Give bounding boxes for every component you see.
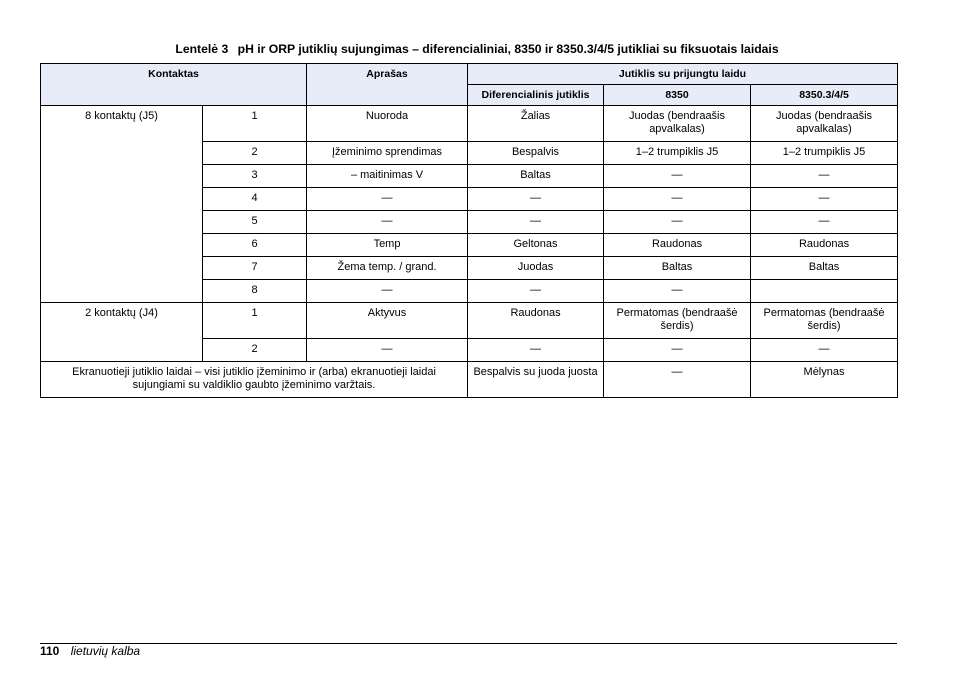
pin-cell: 1 xyxy=(203,303,307,339)
desc-cell: — xyxy=(307,211,468,234)
group-label: 2 kontaktų (J4) xyxy=(41,303,203,362)
desc-cell: Nuoroda xyxy=(307,106,468,142)
c8350-cell: — xyxy=(604,280,751,303)
desc-cell: – maitinimas V xyxy=(307,165,468,188)
desc-cell: — xyxy=(307,339,468,362)
c8350-cell: Permatomas (bendraašė šerdis) xyxy=(604,303,751,339)
table-title: pH ir ORP jutiklių sujungimas – diferencialiniai, 8350 ir 8350.3/4/5 jutikliai su fiksuotais laidais xyxy=(237,42,779,56)
c8350-cell: Baltas xyxy=(604,257,751,280)
page-footer xyxy=(40,644,140,658)
pin-cell: 8 xyxy=(203,280,307,303)
desc-cell: — xyxy=(307,280,468,303)
c83503-cell: Baltas xyxy=(751,257,898,280)
c83503-cell: — xyxy=(751,165,898,188)
table-row xyxy=(41,106,898,142)
c8350-cell: — xyxy=(604,165,751,188)
table-row xyxy=(41,303,898,339)
c83503-cell: Permatomas (bendraašė šerdis) xyxy=(751,303,898,339)
c8350-cell: Juodas (bendraašis apvalkalas) xyxy=(604,106,751,142)
desc-cell: Aktyvus xyxy=(307,303,468,339)
dif-cell: — xyxy=(468,211,604,234)
desc-cell: Temp xyxy=(307,234,468,257)
dif-cell: — xyxy=(468,339,604,362)
dif-cell: Juodas xyxy=(468,257,604,280)
desc-cell: — xyxy=(307,188,468,211)
dif-cell: Bespalvis su juoda juosta xyxy=(468,362,604,398)
footer-divider xyxy=(40,643,897,644)
desc-cell: Įžeminimo sprendimas xyxy=(307,142,468,165)
pin-cell: 7 xyxy=(203,257,307,280)
header-kontaktas: Kontaktas xyxy=(41,64,307,106)
header-aprasas: Aprašas xyxy=(307,64,468,106)
c83503-cell: Mėlynas xyxy=(751,362,898,398)
header-row-1 xyxy=(41,64,898,85)
header-8350-3-4-5: 8350.3/4/5 xyxy=(751,85,898,106)
c8350-cell: — xyxy=(604,211,751,234)
c8350-cell: — xyxy=(604,362,751,398)
c83503-cell: — xyxy=(751,211,898,234)
dif-cell: — xyxy=(468,188,604,211)
pin-cell: 4 xyxy=(203,188,307,211)
pin-cell: 5 xyxy=(203,211,307,234)
c83503-cell: Juodas (bendraašis apvalkalas) xyxy=(751,106,898,142)
c83503-cell: — xyxy=(751,188,898,211)
header-diferencialinis: Diferencialinis jutiklis xyxy=(468,85,604,106)
dif-cell: Bespalvis xyxy=(468,142,604,165)
c8350-cell: Raudonas xyxy=(604,234,751,257)
dif-cell: Geltonas xyxy=(468,234,604,257)
c8350-cell: — xyxy=(604,188,751,211)
header-jutiklis-group: Jutiklis su prijungtu laidu xyxy=(468,64,898,85)
pin-cell: 1 xyxy=(203,106,307,142)
c83503-cell xyxy=(751,280,898,303)
c8350-cell: — xyxy=(604,339,751,362)
c83503-cell: Raudonas xyxy=(751,234,898,257)
pin-cell: 3 xyxy=(203,165,307,188)
footer-language: lietuvių kalba xyxy=(70,644,141,658)
pin-cell: 2 xyxy=(203,142,307,165)
dif-cell: Žalias xyxy=(468,106,604,142)
dif-cell: — xyxy=(468,280,604,303)
group-label: 8 kontaktų (J5) xyxy=(41,106,203,303)
desc-cell: Žema temp. / grand. xyxy=(307,257,468,280)
dif-cell: Raudonas xyxy=(468,303,604,339)
dif-cell: Baltas xyxy=(468,165,604,188)
connections-table xyxy=(40,63,898,398)
pin-cell: 6 xyxy=(203,234,307,257)
table-number: Lentelė 3 xyxy=(175,42,229,56)
pin-cell: 2 xyxy=(203,339,307,362)
page-number: 110 xyxy=(40,644,60,658)
c83503-cell: — xyxy=(751,339,898,362)
table-caption xyxy=(0,42,954,56)
c83503-cell: 1–2 trumpiklis J5 xyxy=(751,142,898,165)
shield-row xyxy=(41,362,898,398)
shield-description: Ekranuotieji jutiklio laidai – visi jutiklio įžeminimo ir (arba) ekranuotieji laidai sujungiami su valdiklio gaubto įžeminimo varžtais. xyxy=(41,362,468,398)
c8350-cell: 1–2 trumpiklis J5 xyxy=(604,142,751,165)
header-8350: 8350 xyxy=(604,85,751,106)
